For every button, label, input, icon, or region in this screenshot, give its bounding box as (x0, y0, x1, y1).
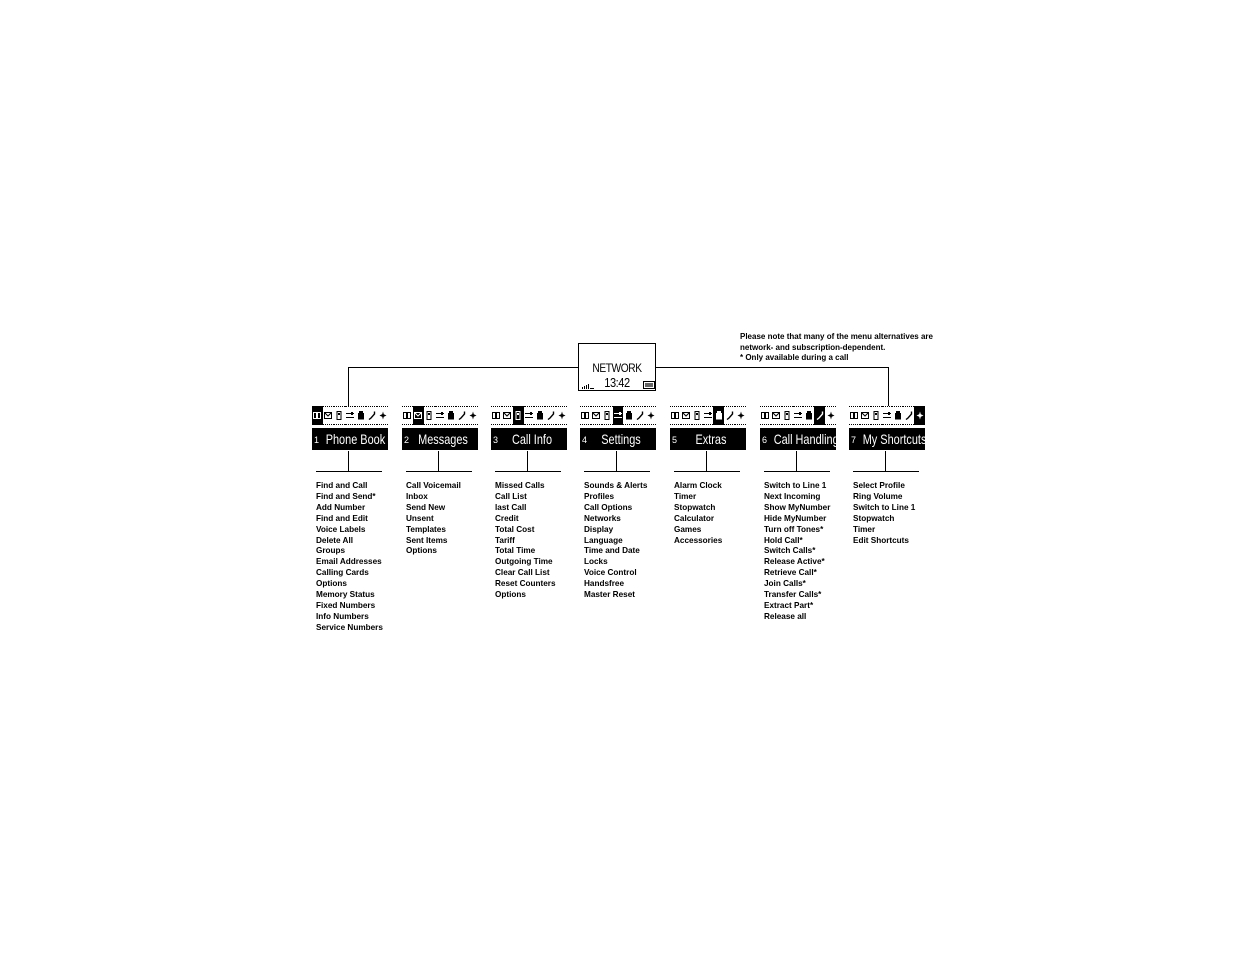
root-connector-left (348, 367, 578, 368)
menu-item[interactable]: Edit Shortcuts (853, 535, 909, 545)
menu-item[interactable]: Master Reset (584, 590, 635, 600)
menu-item[interactable]: Unsent (406, 513, 434, 523)
menu-call-info (491, 406, 567, 600)
call-handling-icon (545, 406, 556, 425)
menu-item[interactable]: Sounds & Alerts (584, 481, 648, 490)
menu-item-list (495, 481, 556, 601)
phonebook-icon (312, 406, 323, 425)
menu-header[interactable] (491, 406, 567, 451)
menu-item[interactable]: Service Numbers (316, 622, 383, 632)
phonebook-icon (402, 406, 413, 425)
menu-icon-strip (670, 406, 746, 425)
menu-item[interactable]: Options (495, 590, 526, 600)
call-handling-icon (634, 406, 645, 425)
messages-icon (323, 406, 334, 425)
menu-item[interactable]: Templates (406, 524, 446, 534)
call-info-icon (871, 406, 882, 425)
menu-item[interactable]: Add Number (316, 502, 366, 512)
settings-icon (524, 406, 535, 425)
phonebook-icon (760, 406, 771, 425)
battery-icon (643, 381, 655, 389)
settings-icon (882, 406, 893, 425)
shortcuts-icon (735, 406, 746, 425)
menu-item[interactable]: Turn off Tones* (764, 524, 824, 534)
menu-item[interactable]: Options (316, 579, 347, 589)
messages-icon (413, 406, 424, 425)
menu-item[interactable]: Options (406, 546, 437, 556)
extras-icon (803, 406, 814, 425)
menu-title-bar (849, 428, 925, 450)
menu-item-list (316, 481, 383, 634)
menu-title: Call Info (511, 431, 553, 447)
root-connector-drop-right (888, 367, 889, 406)
extras-icon (623, 406, 634, 425)
menu-item[interactable]: Next Incoming (764, 491, 821, 501)
root-connector-right (656, 367, 888, 368)
menu-item[interactable]: Handsfree (584, 579, 625, 589)
menu-item[interactable]: Call Options (584, 502, 633, 512)
menu-item[interactable]: Release all (764, 611, 807, 621)
call-handling-icon (814, 406, 825, 425)
messages-icon (860, 406, 871, 425)
menu-item[interactable]: Profiles (584, 491, 615, 501)
note-line: network- and subscription-dependent. (740, 342, 886, 352)
menu-item[interactable]: Locks (584, 557, 608, 567)
shortcuts-icon (825, 406, 836, 425)
menu-item[interactable]: Calling Cards (316, 568, 369, 578)
menu-item-list (764, 481, 830, 623)
menu-item[interactable]: Delete All (316, 535, 354, 545)
menu-item[interactable]: Sent Items (406, 535, 448, 545)
menu-item[interactable]: Display (584, 524, 614, 534)
menu-item[interactable]: Inbox (406, 491, 428, 501)
menu-item[interactable]: Total Cost (495, 524, 535, 534)
menu-item[interactable]: Networks (584, 513, 621, 523)
call-info-icon (602, 406, 613, 425)
menu-item[interactable]: Show MyNumber (764, 502, 831, 512)
menu-number: 4 (582, 435, 588, 445)
menu-number: 1 (314, 435, 320, 445)
menu-connector-bar (316, 471, 382, 472)
menu-icon-strip (402, 406, 478, 425)
menu-item[interactable]: Hide MyNumber (764, 513, 827, 523)
network-name: NETWORK (592, 361, 642, 375)
menu-title-bar (402, 428, 478, 450)
menu-item[interactable]: last Call (495, 502, 527, 512)
menu-item[interactable]: Language (584, 535, 623, 545)
menu-item-list (406, 481, 461, 557)
menu-item[interactable]: Total Time (495, 546, 536, 556)
menu-header[interactable] (402, 406, 478, 451)
menu-item[interactable]: Ring Volume (853, 491, 903, 501)
call-info-icon (513, 406, 524, 425)
menu-connector-bar (764, 471, 830, 472)
menu-connector-bar (674, 471, 740, 472)
menu-item[interactable]: Call List (495, 491, 527, 501)
menu-item[interactable]: Release Active* (764, 557, 825, 567)
menu-header[interactable] (312, 406, 388, 451)
signal-strength-icon (582, 382, 594, 389)
menu-item[interactable]: Credit (495, 513, 519, 523)
menu-settings (580, 406, 656, 600)
menu-icon-strip (491, 406, 567, 425)
menu-connector-bar (495, 471, 561, 472)
menu-number: 7 (851, 435, 857, 445)
menu-title: Settings (601, 431, 641, 447)
menu-item[interactable]: Stopwatch (853, 513, 895, 523)
menu-title: Call Handling (773, 431, 839, 447)
extras-icon (355, 406, 366, 425)
menu-item[interactable]: Join Calls* (764, 579, 806, 589)
menu-call-handling (760, 406, 839, 621)
menu-header[interactable] (849, 406, 925, 451)
settings-icon (345, 406, 356, 425)
menu-number: 3 (493, 435, 499, 445)
menu-connector-bar (584, 471, 650, 472)
phonebook-icon (849, 406, 860, 425)
menu-icon-strip (849, 406, 925, 425)
menu-connector-drop (706, 451, 707, 471)
shortcuts-icon (556, 406, 567, 425)
settings-icon (613, 406, 624, 425)
menu-connector-drop (885, 451, 886, 471)
call-info-icon (334, 406, 345, 425)
shortcuts-icon (914, 406, 925, 425)
menu-connector-drop (348, 451, 349, 471)
menu-number: 5 (672, 435, 678, 445)
menu-item[interactable]: Games (674, 524, 702, 534)
menu-item[interactable]: Clear Call List (495, 568, 550, 578)
menu-number: 6 (762, 435, 768, 445)
menu-item[interactable]: Reset Counters (495, 579, 556, 589)
menu-title: Phone Book (325, 431, 386, 447)
menu-item[interactable]: Call Voicemail (406, 481, 461, 490)
menu-item[interactable]: Voice Labels (316, 524, 366, 534)
settings-icon (435, 406, 446, 425)
menu-connector-drop (796, 451, 797, 471)
menu-item[interactable]: Accessories (674, 535, 723, 545)
menu-extras (670, 406, 746, 545)
menu-item[interactable]: Find and Edit (316, 513, 368, 523)
note-line: Please note that many of the menu alternatives are (740, 332, 933, 341)
call-info-icon (782, 406, 793, 425)
menu-item-list (674, 481, 722, 546)
menu-item[interactable]: Groups (316, 546, 346, 556)
note-line: * Only available during a call (740, 353, 849, 362)
settings-icon (703, 406, 714, 425)
menu-header[interactable] (760, 406, 839, 451)
messages-icon (771, 406, 782, 425)
menu-item-list (853, 481, 915, 546)
call-handling-icon (456, 406, 467, 425)
menu-item[interactable]: Find and Call (316, 481, 368, 490)
menu-item[interactable]: Switch Calls* (764, 546, 816, 556)
menu-title-bar (312, 428, 388, 450)
extras-icon (892, 406, 903, 425)
menu-item[interactable]: Switch to Line 1 (853, 502, 916, 512)
menu-item[interactable]: Alarm Clock (674, 481, 722, 490)
clock-time: 13:42 (604, 375, 630, 390)
call-handling-icon (903, 406, 914, 425)
phonebook-icon (580, 406, 591, 425)
menu-connector-bar (853, 471, 919, 472)
menu-title-bar (760, 428, 839, 450)
menu-item[interactable]: Missed Calls (495, 481, 545, 490)
shortcuts-icon (377, 406, 388, 425)
menu-item[interactable]: Outgoing Time (495, 557, 553, 567)
menu-item[interactable]: Send New (406, 502, 446, 512)
call-info-icon (692, 406, 703, 425)
phonebook-icon (491, 406, 502, 425)
menu-item[interactable]: Email Addresses (316, 557, 382, 567)
menu-item[interactable]: Switch to Line 1 (764, 481, 827, 490)
menu-title-bar (670, 428, 746, 450)
menu-item-list (584, 481, 647, 601)
menu-header[interactable] (580, 406, 656, 451)
menu-title: Messages (418, 431, 468, 447)
menu-item[interactable]: Tariff (495, 535, 515, 545)
messages-icon (591, 406, 602, 425)
messages-icon (681, 406, 692, 425)
menu-title-bar (580, 428, 656, 450)
menu-item[interactable]: Timer (853, 524, 876, 534)
menu-item[interactable]: Calculator (674, 513, 715, 523)
menu-item[interactable]: Retrieve Call* (764, 568, 817, 578)
menu-item[interactable]: Transfer Calls* (764, 590, 822, 600)
extras-icon (713, 406, 724, 425)
shortcuts-icon (645, 406, 656, 425)
root-connector-drop-left (348, 367, 349, 406)
menu-item[interactable]: Extract Part* (764, 600, 814, 610)
menu-item[interactable]: Hold Call* (764, 535, 803, 545)
menu-item[interactable]: Select Profile (853, 481, 905, 490)
menu-title: Extras (695, 431, 727, 447)
availability-note (740, 332, 940, 364)
menu-item[interactable]: Fixed Numbers (316, 600, 376, 610)
menu-icon-strip (760, 406, 836, 425)
menu-header[interactable] (670, 406, 746, 451)
menu-item[interactable]: Stopwatch (674, 502, 716, 512)
menu-item[interactable]: Memory Status (316, 590, 375, 600)
menu-connector-bar (406, 471, 472, 472)
menu-item[interactable]: Time and Date (584, 546, 640, 556)
call-info-icon (424, 406, 435, 425)
messages-icon (502, 406, 513, 425)
menu-number: 2 (404, 435, 410, 445)
extras-icon (534, 406, 545, 425)
menu-title-bar (491, 428, 567, 450)
shortcuts-icon (467, 406, 478, 425)
phonebook-icon (670, 406, 681, 425)
menu-item[interactable]: Find and Send* (316, 491, 376, 501)
extras-icon (445, 406, 456, 425)
settings-icon (793, 406, 804, 425)
menu-my-shortcuts (849, 406, 927, 545)
menu-messages (402, 406, 478, 556)
menu-connector-drop (438, 451, 439, 471)
call-handling-icon (366, 406, 377, 425)
menu-connector-drop (527, 451, 528, 471)
menu-item[interactable]: Info Numbers (316, 611, 369, 621)
menu-item[interactable]: Timer (674, 491, 697, 501)
menu-title: My Shortcuts (862, 431, 927, 447)
menu-icon-strip (312, 406, 388, 425)
standby-screen (578, 343, 656, 391)
call-handling-icon (724, 406, 735, 425)
menu-icon-strip (580, 406, 656, 425)
menu-phone-book (312, 406, 388, 632)
menu-item[interactable]: Voice Control (584, 568, 637, 578)
menu-connector-drop (616, 451, 617, 471)
